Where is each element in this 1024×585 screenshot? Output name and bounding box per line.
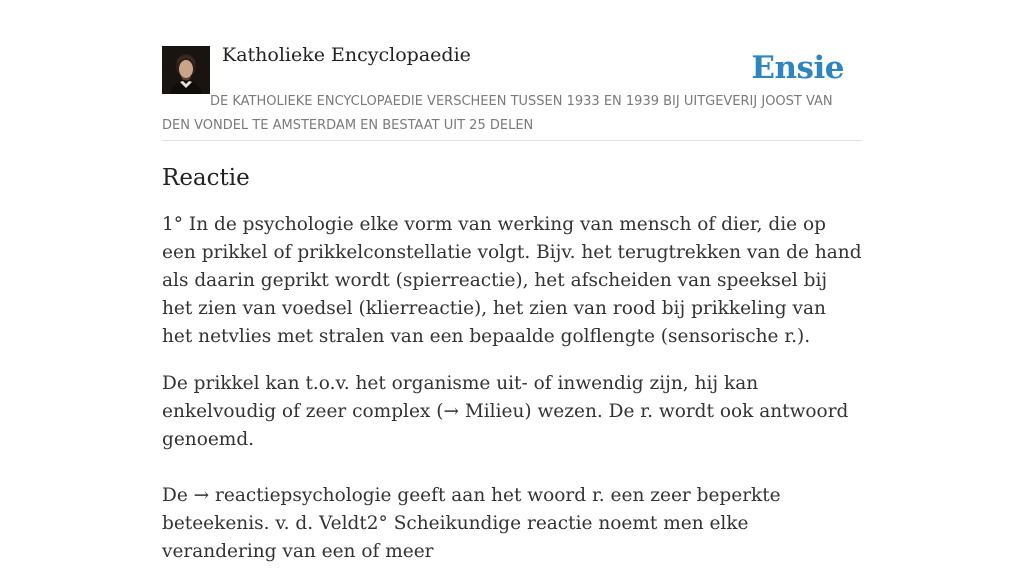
ensie-logo-link[interactable]: Ensie <box>751 50 844 86</box>
page <box>162 0 862 585</box>
article-body <box>162 211 862 566</box>
publication-title[interactable]: Katholieke Encyclopaedie <box>222 44 471 66</box>
publication-description: DE KATHOLIEKE ENCYCLOPAEDIE VERSCHEEN TUSSEN 1933 EN 1939 BIJ UITGEVERIJ JOOST VAN DEN VONDEL TE AMSTERDAM EN BESTAAT UIT 25 DELEN <box>162 94 833 133</box>
publication-header <box>162 0 862 141</box>
article-title: Reactie <box>162 165 250 191</box>
article-paragraph: De prikkel kan t.o.v. het organisme uit- of inwendig zijn, hij kan enkelvoudig of zeer complex (→ Milieu) wezen. De r. wordt ook antwoord genoemd. <box>162 373 849 450</box>
article-paragraph: De → reactiepsychologie geeft aan het woord r. een zeer beperkte beteekenis. v. d. Veldt2° Scheikundige reactie noemt men elke verandering van een of meer <box>162 485 781 562</box>
portrait-avatar-icon <box>162 46 210 94</box>
article-paragraph: 1° In de psychologie elke vorm van werking van mensch of dier, die op een prikkel of prikkelconstellatie volgt. Bijv. het terugtrekken van de hand als daarin geprikt wordt (spierreactie), het afscheiden van speeksel bij het zien van voedsel (klierreactie), het zien van rood bij prikkeling van het netvlies met stralen van een bepaalde golflengte (sensorische r.). <box>162 214 862 347</box>
publication-avatar[interactable] <box>162 46 210 94</box>
